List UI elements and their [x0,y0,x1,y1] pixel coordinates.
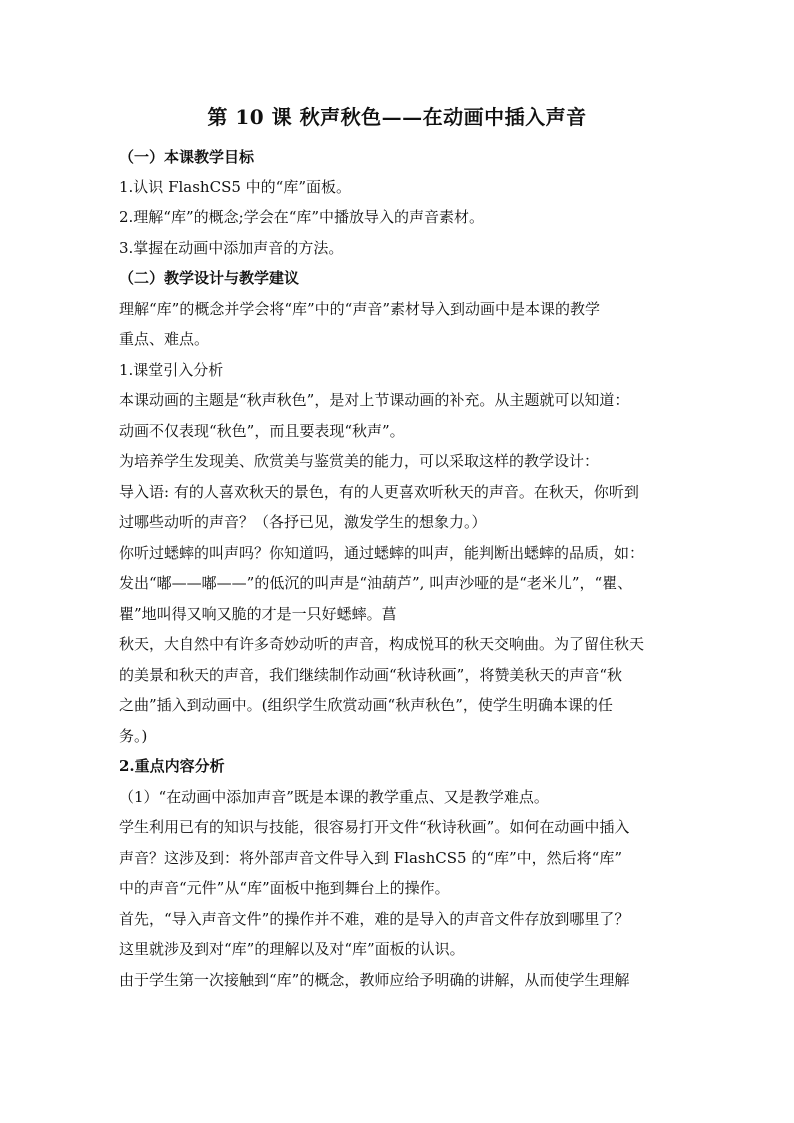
section-heading-design: （二）教学设计与教学建议 [119,269,300,287]
paragraph-line: 动画不仅表现“秋色”，而且要表现“秋声”。 [119,422,405,440]
paragraph-line: 重点、难点。 [119,330,210,348]
objective-item-1: 1.认识 FlashCS5 中的“库”面板。 [119,178,351,196]
paragraph-line: 瞿”地叫得又响又脆的才是一只好蟋蟀。菖 [119,605,397,623]
paragraph-line: 之曲”插入到动画中。(组织学生欣赏动画“秋声秋色”，使学生明确本课的任 [119,696,613,714]
paragraph-line: （1）“在动画中添加声音”既是本课的教学重点、又是教学难点。 [119,788,549,806]
paragraph-line: 本课动画的主题是“秋声秋色”，是对上节课动画的补充。从主题就可以知道： [119,391,630,409]
paragraph-line: 声音？这涉及到：将外部声音文件导入到 FlashCS5 的“库”中，然后将“库” [119,849,623,867]
paragraph-line: 由于学生第一次接触到“库”的概念，教师应给予明确的讲解，从而使学生理解 [119,971,630,989]
paragraph-line: 中的声音“元件”从“库”面板中拖到舞台上的操作。 [119,879,450,897]
paragraph-line: 这里就涉及到对“库”的理解以及对“库”面板的认识。 [119,940,465,958]
paragraph-line: 秋天，大自然中有许多奇妙动听的声音，构成悦耳的秋天交响曲。为了留住秋天 [119,635,645,653]
paragraph-line: 学生利用已有的知识与技能，很容易打开文件“秋诗秋画”。如何在动画中插入 [119,818,630,836]
section-heading-objectives: （一）本课教学目标 [119,148,255,166]
paragraph-line: 首先，“导入声音文件”的操作并不难，难的是导入的声音文件存放到哪里了？ [119,910,630,928]
subheading-key-content: 2.重点内容分析 [119,757,225,775]
paragraph-line: 你听过蟋蟀的叫声吗？你知道吗，通过蟋蟀的叫声，能判断出蟋蟀的品质，如： [119,544,645,562]
paragraph-line: 的美景和秋天的声音，我们继续制作动画“秋诗秋画”，将赞美秋天的声音“秋 [119,666,623,684]
subheading-intro-analysis: 1.课堂引入分析 [119,361,224,379]
paragraph-line: 理解“库”的概念并学会将“库”中的“声音”素材导入到动画中是本课的教学 [119,300,601,318]
objective-item-3: 3.掌握在动画中添加声音的方法。 [119,239,344,257]
paragraph-line: 过哪些动听的声音？（各抒已见，激发学生的想象力。） [119,513,487,531]
page-title: 第 10 课 秋声秋色——在动画中插入声音 [207,105,587,129]
paragraph-line: 务。) [119,727,148,745]
objective-item-2: 2.理解“库”的概念;学会在“库”中播放导入的声音素材。 [119,208,485,226]
paragraph-line: 发出“嘟——嘟——”的低沉的叫声是“油葫芦”, 叫声沙哑的是“老米儿”，“瞿、 [119,574,633,592]
paragraph-line: 为培养学生发现美、欣赏美与鉴赏美的能力，可以采取这样的教学设计： [119,452,600,470]
paragraph-line: 导入语: 有的人喜欢秋天的景色，有的人更喜欢听秋天的声音。在秋天，你听到 [119,483,639,501]
